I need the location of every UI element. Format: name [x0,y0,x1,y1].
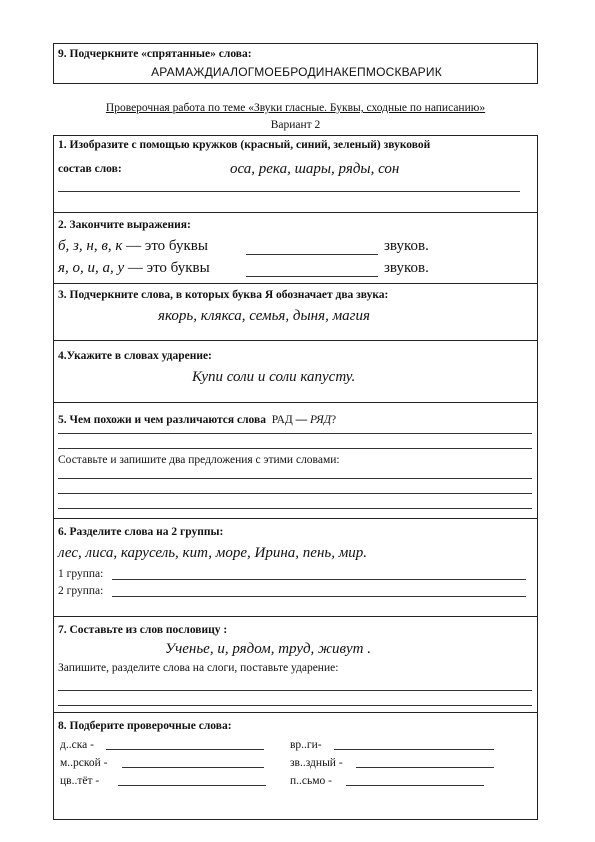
divider [53,616,538,617]
task8-answer-line[interactable] [106,749,264,750]
task2-line1-end: звуков. [384,238,429,254]
task8-answer-line[interactable] [118,785,266,786]
task7-answer-line-1[interactable] [58,690,532,691]
task5-title [58,414,336,426]
task3-title: 3. Подчеркните слова, в которых буква Я обозначает два звука: [58,289,389,301]
task1-title: 1. Изобразите с помощью кружков (красный, синий, зеленый) звуковой [58,139,431,151]
task9-letters: АРАМАЖДИАЛОГМОЕБРОДИНАКЕПМОСКВАРИК [151,65,442,79]
task5-answer-line-5[interactable] [58,508,532,509]
task5-title-text: 5. Чем похожи и чем различаются слова [58,414,266,426]
task6-group2-line[interactable] [112,596,526,597]
task5-word2: РЯД [310,414,332,426]
divider [53,283,538,284]
divider [53,712,538,713]
task8-item: д..ска - [60,739,94,751]
task8-answer-line[interactable] [346,785,484,786]
task7-title: 7. Составьте из слов пословицу : [58,624,228,636]
task8-item: п..сьмо - [290,775,332,787]
task6-group1-line[interactable] [112,579,526,580]
task6-title: 6. Разделите слова на 2 группы: [58,526,224,538]
task5-dash: — [292,414,311,426]
task6-group2-label: 2 группа: [58,585,104,597]
task2-answer-line-1[interactable] [246,254,378,255]
task2-line2-end: звуков. [384,260,429,276]
task8-item: м..рской - [60,757,108,769]
task8-answer-line[interactable] [334,749,494,750]
task3-words: якорь, клякса, семья, дыня, магия [158,308,370,324]
task2-line2 [58,260,210,277]
task8-item: зв..здный - [290,757,343,769]
task8-answer-line[interactable] [356,767,494,768]
task8-item: вр..ги- [290,739,322,751]
task2-title: 2. Закончите выражения: [58,219,191,231]
task7-instruction: Запишите, разделите слова на слоги, поставьте ударение: [58,662,339,674]
divider [53,212,538,213]
task8-answer-line[interactable] [122,767,264,768]
task8-item: цв..тёт - [60,775,100,787]
task2-line2-letters: я, о, и, а, у [58,260,125,276]
task2-line1-text: — это буквы [122,238,208,254]
task5-word1: РАД [271,414,293,426]
divider [53,518,538,519]
task5-question: ? [331,414,337,426]
task1-answer-line[interactable] [58,191,520,192]
divider [53,402,538,403]
task5-answer-line-4[interactable] [58,493,532,494]
task5-answer-line-1[interactable] [58,433,532,434]
task5-answer-line-3[interactable] [58,478,532,479]
task1-title-cont: состав слов: [58,163,122,175]
task2-line1-letters: б, з, н, в, к [58,238,123,254]
task4-words: Купи соли и соли капусту. [192,369,356,385]
task5-answer-line-2[interactable] [58,448,532,449]
worksheet-title: Проверочная работа по теме «Звуки гласные. Буквы, сходные по написанию» [105,102,486,114]
task4-title: 4.Укажите в словах ударение: [58,350,212,362]
task5-instruction: Составьте и запишите два предложения с этими словами: [58,454,340,466]
task9-title: 9. Подчеркните «спрятанные» слова: [58,48,252,60]
task2-line1 [58,238,208,255]
task2-answer-line-2[interactable] [246,276,378,277]
task9-box [53,43,538,84]
task7-words: Ученье, и, рядом, труд, живут . [165,641,371,657]
task6-group1-label: 1 группа: [58,568,104,580]
task1-words: оса, река, шары, ряды, сон [230,161,400,177]
variant-label: Вариант 2 [270,119,321,131]
task6-words: лес, лиса, карусель, кит, море, Ирина, пень, мир. [58,545,368,561]
task8-title: 8. Подберите проверочные слова: [58,720,232,732]
divider [53,340,538,341]
task2-line2-text: — это буквы [124,260,210,276]
task7-answer-line-2[interactable] [58,705,532,706]
